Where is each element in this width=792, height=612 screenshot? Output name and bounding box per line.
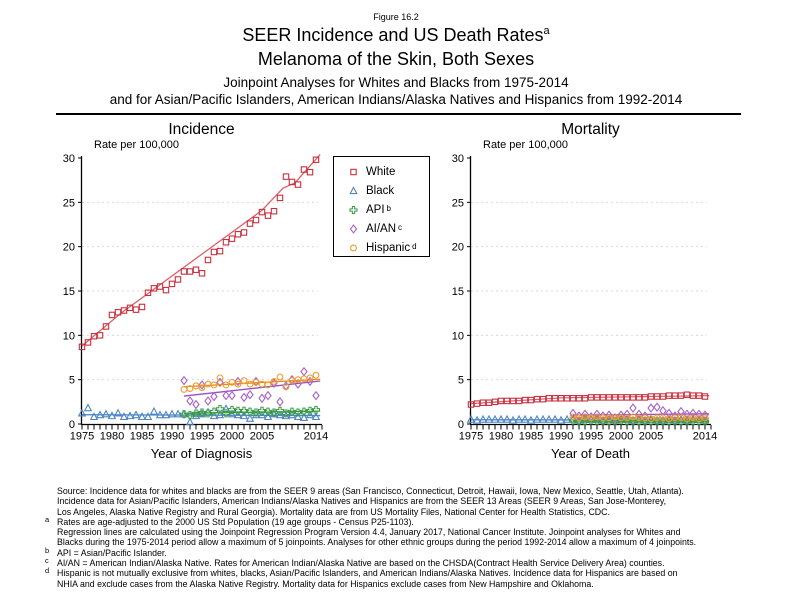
x-tick-label: 2005 [249, 430, 275, 443]
x-tick-label: 1975 [458, 430, 484, 443]
legend-item-api [347, 200, 429, 219]
mortality-x-axis-label: Year of Death [550, 446, 631, 461]
legend-item-white [347, 162, 429, 181]
legend-footnote-mark: b [386, 204, 391, 213]
x-tick-label: 1995 [189, 430, 215, 443]
y-tick-label: 20 [62, 241, 75, 254]
footnote-line [45, 558, 771, 568]
footnote-line [45, 545, 771, 558]
x-tick-label: 1995 [578, 430, 604, 443]
x-tick-label: 1985 [518, 430, 544, 443]
legend-footnote-mark: c [398, 223, 403, 232]
y-tick-label: 10 [62, 330, 75, 343]
incidence-y-axis-label: Rate per 100,000 [94, 139, 180, 151]
y-tick-label: 0 [457, 419, 464, 431]
mortality-y-axis-label: Rate per 100,000 [483, 139, 569, 151]
y-tick-label: 20 [451, 241, 464, 254]
x-tick-label: 1980 [488, 430, 514, 443]
legend-label: White [366, 165, 396, 178]
y-tick-label: 10 [451, 330, 464, 343]
footnote-marker: a [45, 514, 50, 524]
triangle-marker-icon [347, 185, 360, 197]
legend-label: Hispanic [366, 241, 411, 254]
footnote-line [45, 579, 771, 589]
figure-number: Figure 16.2 [373, 12, 419, 22]
analysis-note-line1: Joinpoint Analyses for Whites and Blacks from 1975-2014 [223, 75, 569, 90]
figure-subtitle: Melanoma of the Skin, Both Sexes [257, 49, 535, 69]
footnote-text: Rates are age-adjusted to the 2000 US Std Population (19 age groups - Census P25-1103). [57, 516, 414, 527]
x-tick-label: 2014 [303, 430, 329, 443]
square-marker-icon [347, 166, 360, 178]
series-aian-incidence [181, 368, 320, 409]
y-tick-label: 15 [451, 286, 464, 298]
axis-ticks [467, 158, 711, 430]
footnote-line [45, 537, 771, 547]
y-tick-label: 0 [68, 419, 75, 431]
legend-label: Black [366, 184, 395, 197]
footnote-marker: d [45, 566, 50, 576]
x-tick-label: 1985 [129, 430, 155, 443]
footnote-text: NHIA and exclude cases from the Alaska Native Registry. Mortality data for Hispanics exclude cases from New Hampshire and Oklahoma. [57, 578, 594, 589]
x-tick-label: 1990 [159, 430, 185, 443]
x-tick-label: 2000 [219, 430, 245, 443]
chart-incidence [63, 153, 328, 443]
incidence-chart-title: Incidence [168, 121, 235, 138]
x-tick-label: 1990 [548, 430, 574, 443]
footnote-text: Source: Incidence data for whites and blacks are from the SEER 9 areas (San Francisco, Connecticut, Detroit, Hawaii, Iowa, New Mexico, Seattle, Utah, Atlanta). [57, 486, 684, 496]
x-tick-label: 2014 [692, 430, 718, 443]
footnotes-block [45, 486, 771, 589]
y-tick-label: 25 [451, 197, 464, 210]
legend-label: API [366, 203, 385, 216]
figure-title-footnote-mark: a [543, 25, 550, 37]
footnote-line [45, 568, 771, 578]
legend-footnote-mark: d [412, 242, 417, 251]
footnote-line [45, 507, 771, 517]
legend-box [333, 156, 430, 257]
plus-marker-icon [347, 204, 360, 216]
series-white-incidence [79, 154, 320, 349]
footnote-marker: c [45, 556, 49, 566]
footnote-text: Regression lines are calculated using the Joinpoint Regression Program Version 4.4, January 2017, National Cancer Institute. Joinpoint analyses for Whites and [57, 527, 681, 538]
x-tick-label: 2000 [608, 430, 634, 443]
circle-marker-icon [347, 242, 360, 254]
legend-item-hispanic [347, 238, 429, 257]
gridlines [82, 202, 318, 379]
series-white-mortality [468, 392, 709, 407]
y-tick-label: 5 [457, 374, 464, 387]
footnote-text: AI/AN = American Indian/Alaska Native. Rates for American Indian/Alaska Native are based on the CHSDA(Contract Health Service Delivery Area) counties. [57, 558, 665, 569]
footnote-text: Incidence data for Asian/Pacific Islanders, American Indians/Alaska Natives and Hispanics are from the SEER 13 Areas (SEER 9 Areas, San Jose-Monterey, [57, 496, 667, 507]
figure-title-text: SEER Incidence and US Death Rates [242, 25, 544, 45]
x-tick-label: 2005 [638, 430, 664, 443]
footnote-line [45, 486, 771, 496]
footnote-text: Blacks during the 1975-2014 period allow a maximum of 5 joinpoints. Analyses for other ethnic groups during the period 1992-2014 allow a maximum of 4 joinpoints. [57, 537, 697, 548]
footnote-line [45, 514, 771, 527]
chart-mortality [452, 153, 717, 443]
legend-item-aian [347, 219, 429, 238]
tick-labels [452, 153, 717, 443]
footnote-line [45, 527, 771, 537]
analysis-note-line2: and for Asian/Pacific Islanders, American Indians/Alaska Natives and Hispanics from 1992-2014 [109, 92, 683, 107]
y-tick-label: 30 [62, 153, 75, 165]
mortality-chart-title: Mortality [561, 121, 620, 138]
axes [470, 156, 711, 425]
x-tick-label: 1980 [99, 430, 125, 443]
x-tick-label: 1975 [69, 430, 95, 443]
footnote-line [45, 496, 771, 506]
y-tick-label: 25 [62, 197, 75, 210]
y-tick-label: 15 [62, 286, 75, 298]
legend-item-black [347, 181, 429, 200]
gridlines [471, 202, 707, 379]
incidence-x-axis-label: Year of Diagnosis [150, 446, 253, 461]
footnote-text: API = Asian/Pacific Islander. [57, 547, 167, 558]
footnote-marker: b [45, 545, 50, 555]
diamond-marker-icon [347, 223, 360, 235]
footnote-text: Los Angeles, Alaska Native Registry and Rural Georgia). Mortality data are from US Mortality Files, National Center for Health Statistics, CDC. [57, 506, 610, 517]
tick-labels [63, 153, 328, 443]
y-tick-label: 5 [68, 374, 75, 387]
y-tick-label: 30 [451, 153, 464, 165]
legend-label: AI/AN [366, 222, 397, 235]
footnote-text: Hispanic is not mutually exclusive from whites, blacks, Asian/Pacific Islanders, and American Indians/Alaska Natives. Incidence data for Hispanics are based on [57, 568, 678, 579]
